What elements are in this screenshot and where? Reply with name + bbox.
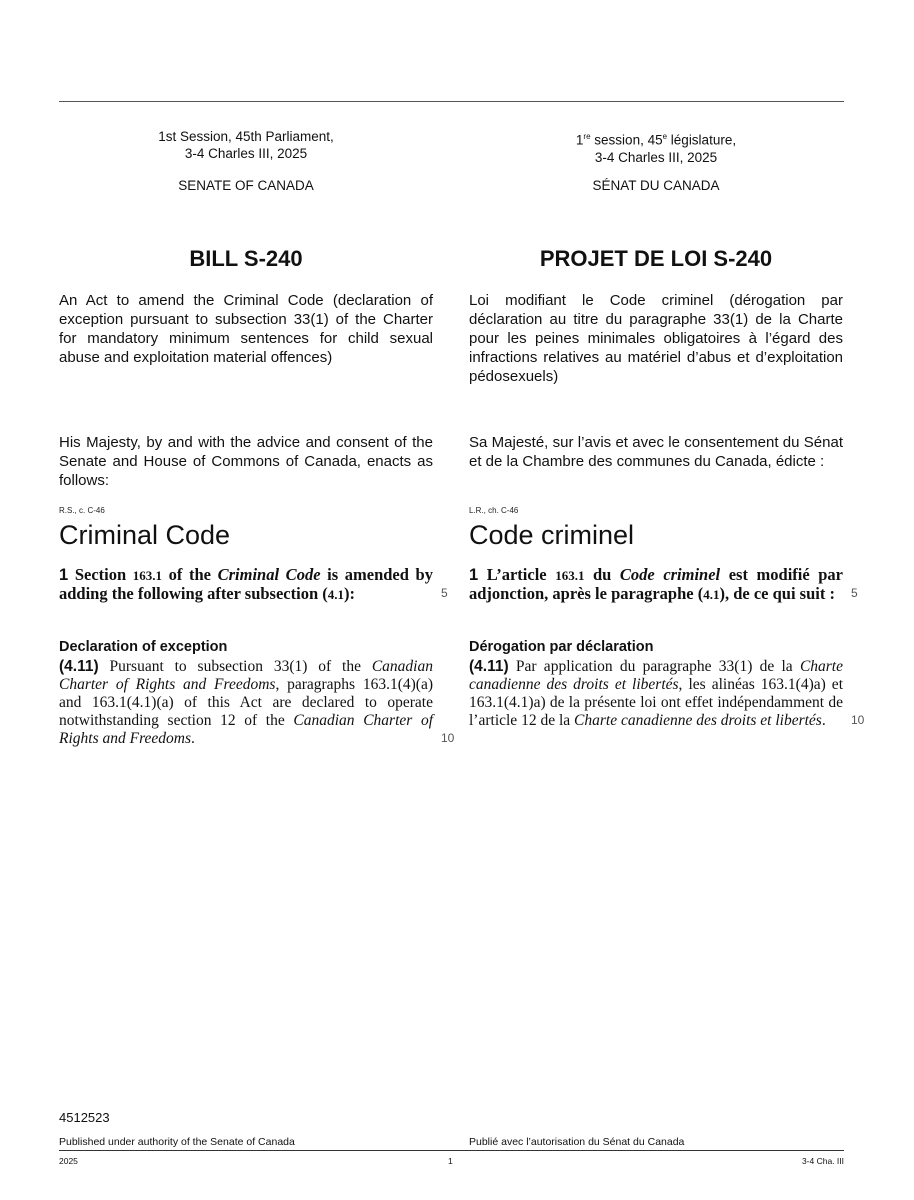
session-info-en bbox=[59, 128, 433, 162]
long-title-en: An Act to amend the Criminal Code (declaration of exception pursuant to subsection 33(1) of the Charter for mandatory minimum sentences for child sexual abuse and exploitation material offences) bbox=[59, 292, 433, 366]
regnal-year-fr: 3-4 Charles III, 2025 bbox=[594, 149, 718, 165]
line-number-fr-provision: 10 bbox=[851, 713, 865, 727]
session-info-fr bbox=[469, 128, 843, 166]
provision-heading-en: Declaration of exception bbox=[59, 639, 228, 655]
bill-title-en: BILL S-240 bbox=[189, 246, 303, 271]
long-title-fr: Loi modifiant le Code criminel (dérogation par déclaration au titre du paragraphe 33(1) de la Charte pour les peines minimales obligatoires à l’égard des infractions relatives au matériel d’abus et d’exploitation pédosexuels) bbox=[469, 292, 843, 385]
amending-clause-en: 1 Section 163.1 of the Criminal Code is amended by adding the following after subsection (4.1): bbox=[59, 565, 433, 603]
act-name-en: Criminal Code bbox=[59, 520, 231, 550]
page-number: 1 bbox=[448, 1156, 453, 1166]
marginal-reference-fr: L.R., ch. C-46 bbox=[469, 506, 519, 515]
clause-number-fr: 1 bbox=[469, 566, 479, 584]
act-name-fr: Code criminel bbox=[469, 520, 635, 550]
publication-notice-en: Published under authority of the Senate of Canada bbox=[59, 1136, 295, 1148]
line-number-fr-clause: 5 bbox=[851, 586, 858, 600]
line-number-en-clause: 5 bbox=[441, 586, 448, 600]
amending-clause-fr: 1 L’article 163.1 du Code criminel est modifié par adjonction, après le paragraphe (4.1), de ce qui suit : bbox=[469, 565, 843, 603]
line-number-en-provision: 10 bbox=[441, 731, 455, 745]
document-number: 4512523 bbox=[59, 1110, 110, 1125]
provision-heading-fr: Dérogation par déclaration bbox=[469, 639, 654, 655]
publication-notice-fr: Publié avec l’autorisation du Sénat du Canada bbox=[469, 1136, 685, 1148]
session-line-en: 1st Session, 45th Parliament, bbox=[158, 129, 334, 144]
bottom-rule bbox=[59, 1150, 844, 1151]
enacting-clause-fr: Sa Majesté, sur l’avis et avec le consentement du Sénat et de la Chambre des communes du Canada, édicte : bbox=[469, 434, 843, 470]
provision-number-fr: (4.11) bbox=[469, 658, 509, 675]
chamber-en: SENATE OF CANADA bbox=[178, 178, 314, 193]
footer-year: 2025 bbox=[59, 1156, 78, 1166]
chapter-reference: 3-4 Cha. III bbox=[801, 1156, 844, 1166]
regnal-year-en: 3-4 Charles III, 2025 bbox=[184, 146, 308, 161]
provision-text-en: (4.11) Pursuant to subsection 33(1) of the Canadian Charter of Rights and Freedoms, paragraphs 163.1(4)(a) and 163.1(4.1)(a) of this Act are declared to operate notwithstanding section 12 of the Canadian Charter of Rights and Freedoms. bbox=[59, 658, 433, 747]
session-line-fr: 1re session, 45e législature, bbox=[575, 132, 737, 148]
marginal-reference-en: R.S., c. C-46 bbox=[59, 506, 105, 515]
bill-title-fr: PROJET DE LOI S-240 bbox=[539, 246, 773, 271]
provision-text-fr: (4.11) Par application du paragraphe 33(1) de la Charte canadienne des droits et libertés, les alinéas 163.1(4)a) et 163.1(4.1)a) de la présente loi ont effet indépendamment de l’article 12 de la Charte canadienne des droits et libertés. bbox=[469, 658, 843, 729]
chamber-fr: SÉNAT DU CANADA bbox=[592, 178, 720, 193]
enacting-clause-en: His Majesty, by and with the advice and consent of the Senate and House of Commons of Canada, enacts as follows: bbox=[59, 434, 433, 489]
top-rule bbox=[59, 101, 844, 102]
clause-number-en: 1 bbox=[59, 566, 69, 584]
provision-number-en: (4.11) bbox=[59, 658, 99, 675]
